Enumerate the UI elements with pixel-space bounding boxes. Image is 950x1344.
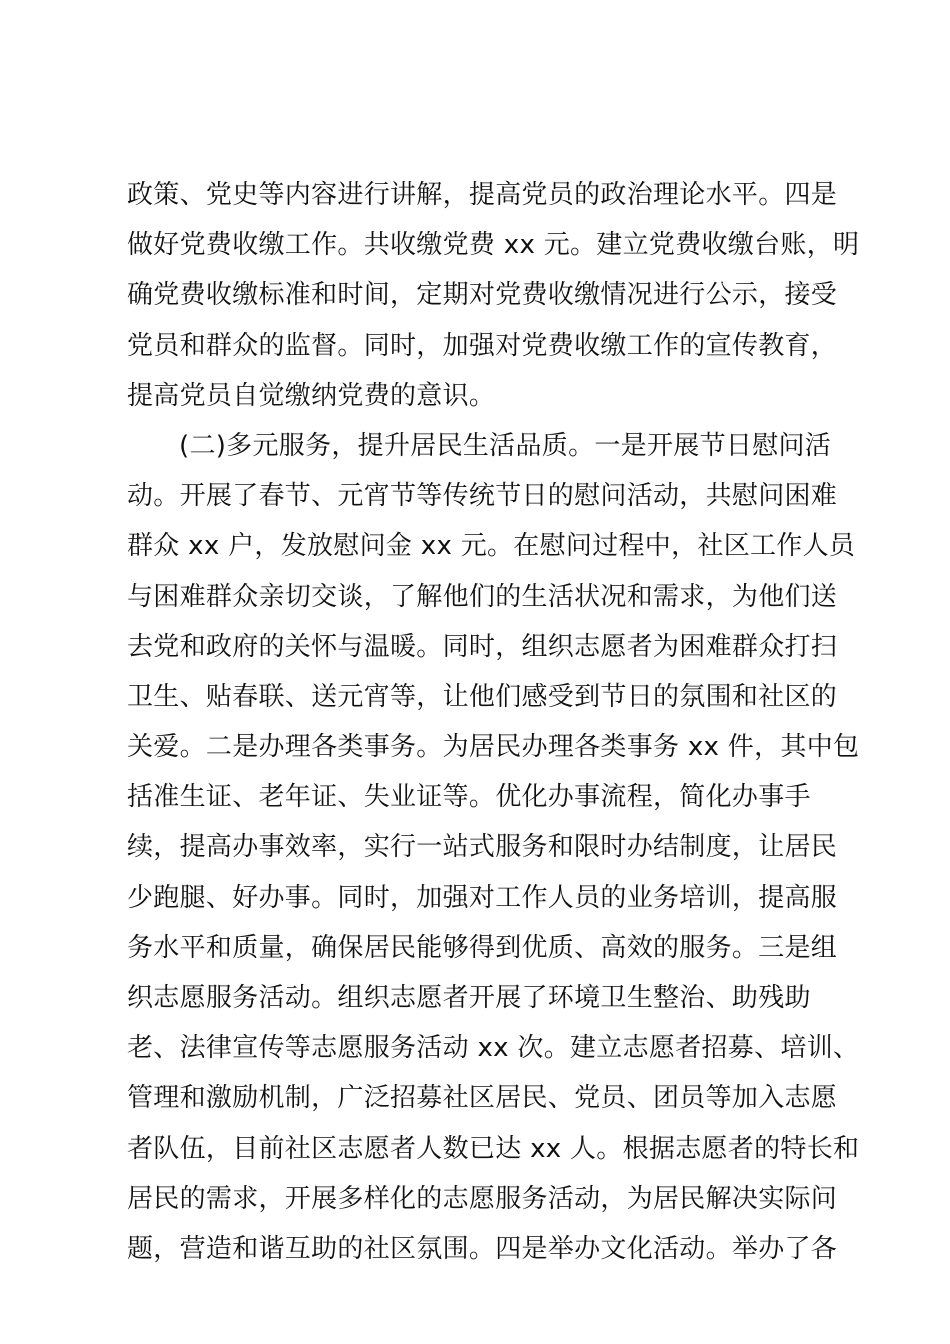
- body-text: [127, 170, 860, 1274]
- text-line: 政策、党史等内容进行讲解，提高党员的政治理论水平。四是: [127, 180, 838, 210]
- text-line: 管理和激励机制，广泛招募社区居民、党员、团员等加入志愿: [127, 1083, 838, 1114]
- text-line: 题，营造和谐互助的社区氛围。四是举办文化活动。举办了各: [127, 1233, 838, 1264]
- text-line: 动。开展了春节、元宵节等传统节日的慰问活动，共慰问困难: [127, 481, 838, 512]
- text-line: 党员和群众的监督。同时，加强对党费收缴工作的宣传教育，: [127, 330, 838, 361]
- text-line: 织志愿服务活动。组织志愿者开展了环境卫生整治、助残助: [127, 983, 811, 1013]
- text-line: 务水平和质量，确保居民能够得到优质、高效的服务。三是组: [127, 932, 838, 963]
- text-line: 去党和政府的关怀与温暖。同时，组织志愿者为困难群众打扫: [127, 631, 838, 662]
- text-line: 确党费收缴标准和时间，定期对党费收缴情况进行公示，接受: [127, 280, 838, 311]
- text-line: 做好党费收缴工作。共收缴党费 xx 元。建立党费收缴台账，明: [127, 230, 860, 261]
- text-line: 老、法律宣传等志愿服务活动 xx 次。建立志愿者招募、培训、: [127, 1033, 860, 1064]
- text-line: 居民的需求，开展多样化的志愿服务活动，为居民解决实际问: [127, 1183, 838, 1214]
- text-line: 提高党员自觉缴纳党费的意识。: [127, 380, 496, 411]
- text-line: 少跑腿、好办事。同时，加强对工作人员的业务培训，提高服: [127, 882, 838, 913]
- text-line: 关爱。二是办理各类事务。为居民办理各类事务 xx 件，其中包: [127, 732, 860, 763]
- section-heading-line: (二)多元服务，提升居民生活品质。一是开展节日慰问活: [179, 430, 832, 461]
- text-line: 续，提高办事效率，实行一站式服务和限时办结制度，让居民: [127, 832, 838, 863]
- text-line: 括准生证、老年证、失业证等。优化办事流程，简化办事手: [127, 782, 811, 813]
- text-line: 与困难群众亲切交谈，了解他们的生活状况和需求，为他们送: [127, 581, 838, 612]
- text-line: 卫生、贴春联、送元宵等，让他们感受到节日的氛围和社区的: [127, 681, 838, 712]
- text-line: 群众 xx 户，发放慰问金 xx 元。在慰问过程中，社区工作人员: [127, 531, 856, 562]
- text-line: 者队伍，目前社区志愿者人数已达 xx 人。根据志愿者的特长和: [127, 1133, 860, 1164]
